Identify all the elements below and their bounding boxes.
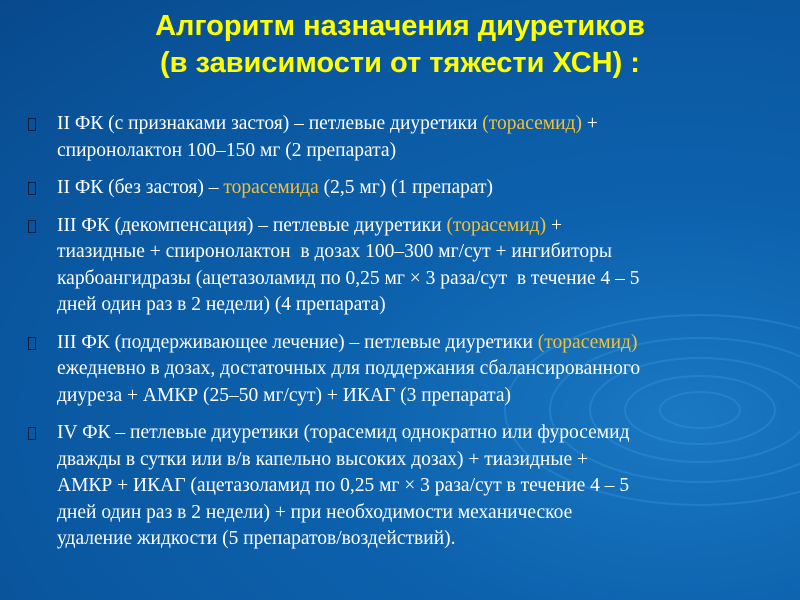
text-segment: тиазидные + спиронолактон в дозах 100–300 мг/сут + ингибиторы [57, 241, 612, 262]
list-item [28, 330, 788, 410]
text-segment: III ФК (декомпенсация) – петлевые диуретики [57, 214, 447, 236]
list-item [28, 420, 788, 553]
bullet-square-icon [28, 220, 36, 233]
text-segment: ежедневно в дозах, достаточных для поддержания сбалансированного [57, 358, 641, 379]
text-segment: + [581, 113, 598, 134]
text-line [57, 420, 788, 447]
text-line [57, 500, 788, 527]
list-item [28, 213, 788, 319]
text-segment: диуреза + АМКР (25–50 мг/сут) + ИКАГ (3 препарата) [57, 384, 511, 406]
text-line [57, 526, 788, 553]
text-segment: спиронолактон 100–150 мг (2 препарата) [57, 139, 397, 161]
text-line [57, 213, 788, 240]
bullet-square-icon [28, 337, 36, 350]
slide-title [0, 8, 800, 82]
text-segment: (2,5 мг) (1 препарат) [318, 177, 494, 198]
bullet-list [28, 111, 788, 564]
text-segment: IV ФК – петлевые диуретики (торасемид однократно или фуросемид [57, 422, 630, 443]
text-segment: + [546, 214, 562, 236]
text-line [57, 447, 788, 474]
highlighted-drug-name: (торасемид) [446, 214, 547, 236]
text-segment: АМКР + ИКАГ (ацетазоламид по 0,25 мг × 3 раза/сут в течение 4 – 5 [57, 475, 630, 496]
text-segment: дней один раз в 2 недели) + при необходимости механическое [57, 501, 573, 523]
text-segment: II ФК (с признаками застоя) – петлевые диуретики [57, 113, 483, 134]
highlighted-drug-name: (торасемид) [482, 113, 582, 134]
highlighted-drug-name: (торасемид) [537, 331, 638, 353]
text-line [57, 266, 788, 293]
list-item [28, 111, 788, 164]
bullet-square-icon [28, 118, 36, 131]
text-line [57, 138, 788, 165]
text-segment: дней один раз в 2 недели) (4 препарата) [57, 294, 386, 315]
bullet-square-icon [28, 182, 36, 195]
list-item [28, 175, 788, 202]
bullet-square-icon [28, 427, 36, 440]
text-line [57, 292, 788, 319]
text-segment: удаление жидкости (5 препаратов/воздействий). [57, 528, 456, 549]
text-line [57, 383, 788, 410]
text-segment: III ФК (поддерживающее лечение) – петлевые диуретики [57, 331, 538, 353]
text-segment: дважды в сутки или в/в капельно высоких дозах) + тиазидные + [57, 448, 588, 470]
text-segment: карбоангидразы (ацетазоламид по 0,25 мг × 3 раза/сут в течение 4 – 5 [57, 267, 640, 289]
title-line-2: (в зависимости от тяжести ХСН) : [160, 47, 640, 79]
text-line [57, 239, 788, 266]
text-line [57, 356, 788, 383]
text-line [57, 330, 788, 357]
highlighted-drug-name: торасемида [223, 177, 319, 198]
title-line-1: Алгоритм назначения диуретиков [155, 10, 645, 42]
text-line [57, 111, 788, 138]
text-segment: II ФК (без застоя) – [57, 177, 224, 198]
text-line [57, 473, 788, 500]
text-line [57, 175, 788, 202]
